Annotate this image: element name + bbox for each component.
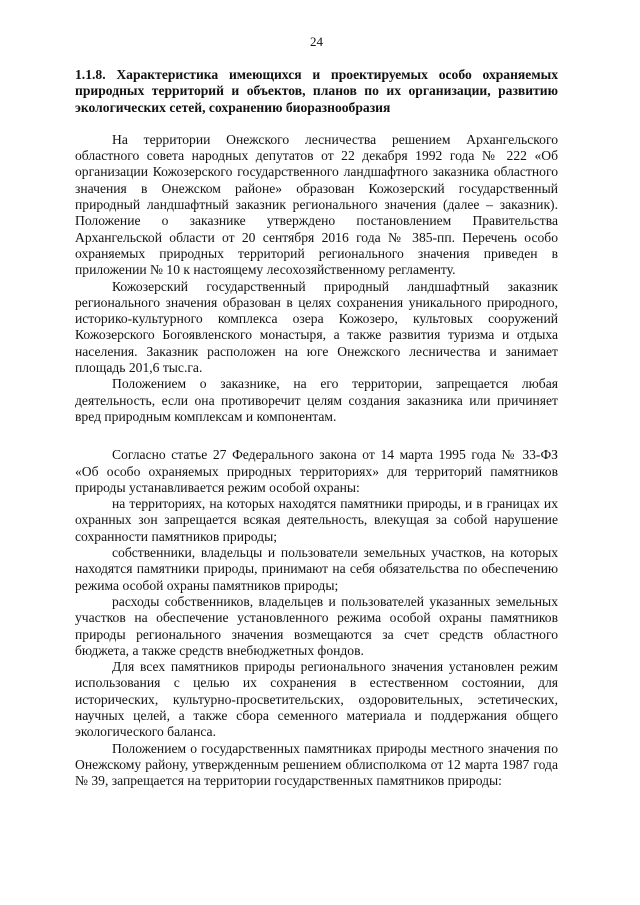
section-heading: 1.1.8. Характеристика имеющихся и проектируемых особо охраняемых природных территорий и объектов, планов по их организации, развитию экологических сетей, сохранению биоразнообразия [75, 67, 558, 115]
paragraph: Положением о заказнике, на его территории, запрещается любая деятельность, если она противоречит целям создания заказника или причиняет вред природным комплексам и компонентам. [75, 376, 558, 424]
paragraph: на территориях, на которых находятся памятники природы, и в границах их охранных зон запрещается всякая деятельность, влекущая за собой нарушение сохранности памятников природы; [75, 496, 558, 544]
section-b-body [75, 447, 558, 789]
paragraph-gap [75, 425, 558, 447]
paragraph: Для всех памятников природы регионального значения установлен режим использования с целью их сохранения в естественном состоянии, для исторических, культурно-просветительских, оздоровительных, эстетических, научных целей, а также сбора семенного материала и поддержания общего экологического баланса. [75, 659, 558, 740]
paragraph: На территории Онежского лесничества решением Архангельского областного совета народных депутатов от 22 декабря 1992 года № 222 «Об организации Кожозерского государственного ландшафтного заказника областного значения в Онежском районе» образован Кожозерский государственный природный ландшафтный заказник регионального значения (далее – заказник). Положение о заказнике утверждено постановлением Правительства Архангельской области от 20 сентября 2016 года № 385-пп. Перечень особо охраняемых природных территорий регионального значения приведен в приложении № 10 к настоящему лесохозяйственному регламенту. [75, 131, 558, 278]
paragraph: Положением о государственных памятниках природы местного значения по Онежскому району, утвержденным решением облисполкома от 12 марта 1987 года № 39, запрещается на территории государственных памятников природы: [75, 740, 558, 789]
paragraph: Согласно статье 27 Федерального закона от 14 марта 1995 года № 33-ФЗ «Об особо охраняемых природных территориях» для территорий памятников природы устанавливается режим особой охраны: [75, 447, 558, 495]
paragraph: Кожозерский государственный природный ландшафтный заказник регионального значения образован в целях сохранения уникального природного, историко-культурного комплекса озера Кожозеро, культовых сооружений Кожозерского Богоявленского монастыря, а также развития туризма и отдыха населения. Заказник расположен на юге Онежского лесничества и занимает площадь 201,6 тыс.га. [75, 278, 558, 376]
page-number: 24 [310, 34, 323, 49]
paragraph: собственники, владельцы и пользователи земельных участков, на которых находятся памятники природы, принимают на себя обязательства по обеспечению режима особой охраны памятников природы; [75, 545, 558, 593]
paragraph: расходы собственников, владельцев и пользователей указанных земельных участков на обеспечение установленного режима особой охраны памятников природы регионального значения возмещаются за счет средств областного бюджета, а также средств внебюджетных фондов. [75, 593, 558, 658]
section-a-body [75, 132, 558, 425]
